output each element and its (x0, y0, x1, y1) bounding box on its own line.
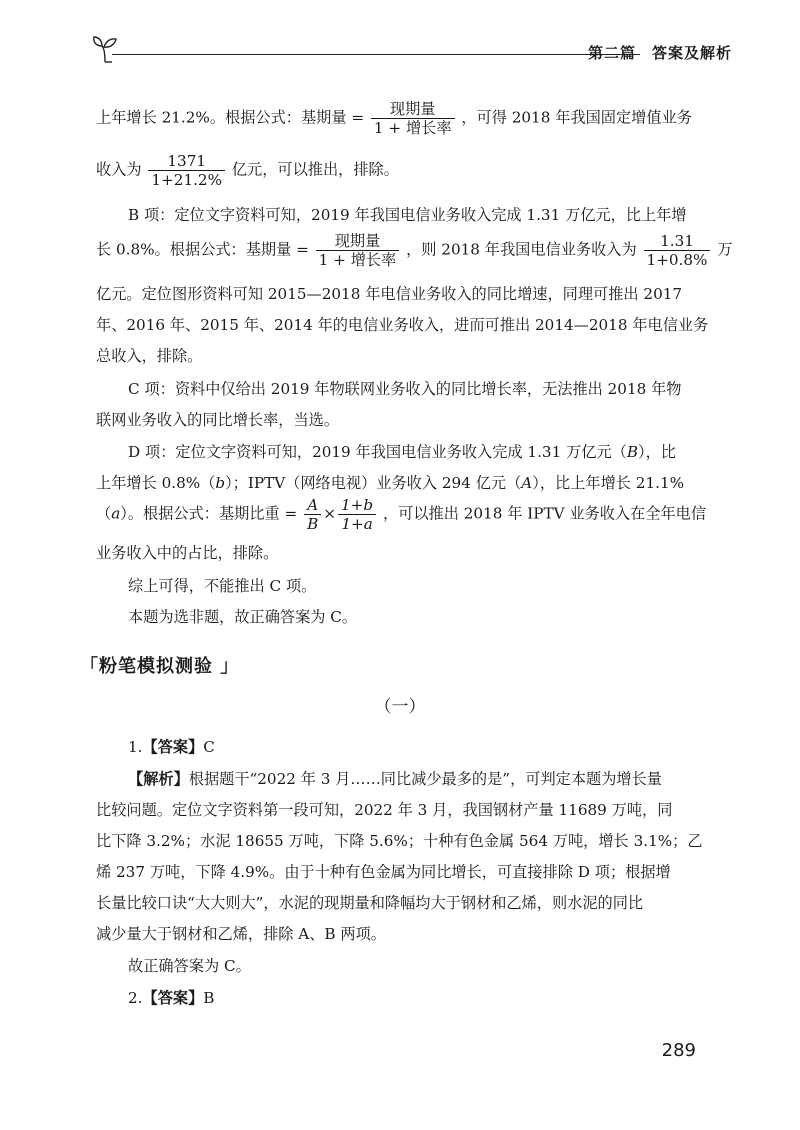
text-run: 根据题干“2022 年 3 月……同比减少最多的是”，可判定本题为增长量 (188, 770, 662, 788)
text-run: 上年增长 0.8%（ (96, 474, 216, 492)
variable: B (626, 443, 639, 461)
fraction-numerator: 1+b (341, 496, 374, 514)
fraction-denominator: 1+0.8% (644, 250, 711, 269)
fraction (371, 100, 455, 137)
leaf-sprout-icon (92, 34, 118, 64)
paragraph-line: 年、2016 年、2015 年、2014 年的电信业务收入，进而可推出 2014—2018 年电信业务 (96, 316, 709, 334)
paragraph-line: 故正确答案为 C。 (128, 957, 251, 975)
paragraph-line: 本题为选非题，故正确答案为 C。 (128, 608, 358, 626)
section-title: 「粉笔模拟测验 」 (80, 656, 240, 677)
times-sign: × (323, 504, 337, 523)
fraction (316, 232, 400, 269)
text-run: ），比 (638, 443, 676, 461)
paragraph-line: 比较问题。定位文字资料第一段可知，2022 年 3 月，我国钢材产量 11689 万吨，同 (96, 801, 673, 819)
variable: a (111, 504, 121, 523)
variable: b (215, 474, 226, 492)
paragraph-line (96, 496, 706, 533)
fraction-numerator: 1.31 (660, 232, 694, 250)
fraction (644, 232, 711, 269)
running-header (92, 34, 732, 70)
fraction-denominator: 1 + 增长率 (316, 250, 400, 269)
fraction (304, 496, 321, 533)
fraction-denominator: 1+21.2% (148, 170, 225, 189)
paragraph-line (128, 441, 676, 462)
paragraph-line (96, 152, 399, 189)
fraction-numerator: 现期量 (389, 100, 436, 118)
paragraph-line: 业务收入中的占比，排除。 (96, 544, 279, 562)
paragraph-line: 综上可得，不能推出 C 项。 (128, 577, 317, 595)
paragraph-line: 烯 237 万吨，下降 4.9%。由于十种有色金属为同比增长，可直接排除 D 项；根据增 (96, 863, 671, 881)
text-run: ，可以推出 2018 年 IPTV 业务收入在全年电信 (382, 504, 707, 523)
text-run: 收入为 (96, 160, 142, 179)
question-number: 2. (128, 989, 143, 1007)
fraction-denominator: 1 + 增长率 (371, 118, 455, 137)
paragraph-line: C 项：资料中仅给出 2019 年物联网业务收入的同比增长率，无法推出 2018 年物 (128, 380, 682, 398)
fraction-numerator: A (307, 496, 319, 514)
paragraph-line: 联网业务收入的同比增长率，当选。 (96, 411, 339, 429)
answer-value: B (203, 989, 215, 1007)
question-number: 1. (128, 738, 143, 756)
paragraph-line (96, 232, 733, 269)
fraction (338, 496, 376, 533)
answer-line (128, 736, 215, 757)
text-run: 上年增长 21.2%。根据公式：基期量 = (96, 108, 365, 127)
header-title: 第二篇 答案及解析 (587, 44, 732, 62)
answer-label: 【答案】 (142, 989, 204, 1007)
text-run: ），比上年增长 21.1% (532, 474, 685, 492)
paragraph-line: 减少量大于钢材和乙烯，排除 A、B 两项。 (96, 925, 386, 943)
fraction-numerator: 现期量 (334, 232, 381, 250)
text-run: D 项：定位文字资料可知，2019 年我国电信业务收入完成 1.31 万亿元（ (128, 443, 627, 461)
paragraph-line: B 项：定位文字资料可知，2019 年我国电信业务收入完成 1.31 万亿元，比上年增 (128, 206, 687, 224)
text-run: 长 0.8%。根据公式：基期量 = (96, 240, 309, 259)
paragraph-line: 长量比较口诀“大大则大”，水泥的现期量和降幅均大于钢材和乙烯，则水泥的同比 (96, 894, 644, 912)
paragraph-line (128, 768, 662, 789)
text-run: ，则 2018 年我国电信业务收入为 (406, 240, 637, 259)
text-run: ）。根据公式：基期比重 = (120, 504, 298, 523)
header-rule (112, 54, 640, 55)
section-subtitle: （一） (374, 697, 426, 717)
answer-label: 【答案】 (142, 738, 204, 756)
answer-value: C (203, 738, 215, 756)
analysis-label: 【解析】 (128, 770, 189, 788)
text-run: 亿元，可以推出，排除。 (231, 160, 399, 179)
paragraph-line (96, 472, 684, 493)
fraction-denominator: B (304, 514, 321, 533)
fraction-denominator: 1+a (338, 514, 376, 533)
paragraph-line: 亿元。定位图形资料可知 2015—2018 年电信业务收入的同比增速，同理可推出 2017 (96, 285, 683, 303)
fraction (148, 152, 225, 189)
text-run: 万 (717, 240, 733, 259)
fraction-numerator: 1371 (167, 152, 207, 170)
text-run: （ (96, 504, 112, 523)
paragraph-line: 总收入，排除。 (96, 347, 203, 365)
variable: A (521, 474, 533, 492)
paragraph-line (96, 100, 692, 137)
page-number: 289 (661, 1040, 696, 1061)
answer-line (128, 987, 214, 1008)
paragraph-line: 比下降 3.2%；水泥 18655 万吨，下降 5.6%；十种有色金属 564 万吨，增长 3.1%；乙 (96, 832, 703, 850)
text-run: ，可得 2018 年我国固定增值业务 (461, 108, 692, 127)
text-run: ）；IPTV（网络电视）业务收入 294 亿元（ (225, 474, 522, 492)
